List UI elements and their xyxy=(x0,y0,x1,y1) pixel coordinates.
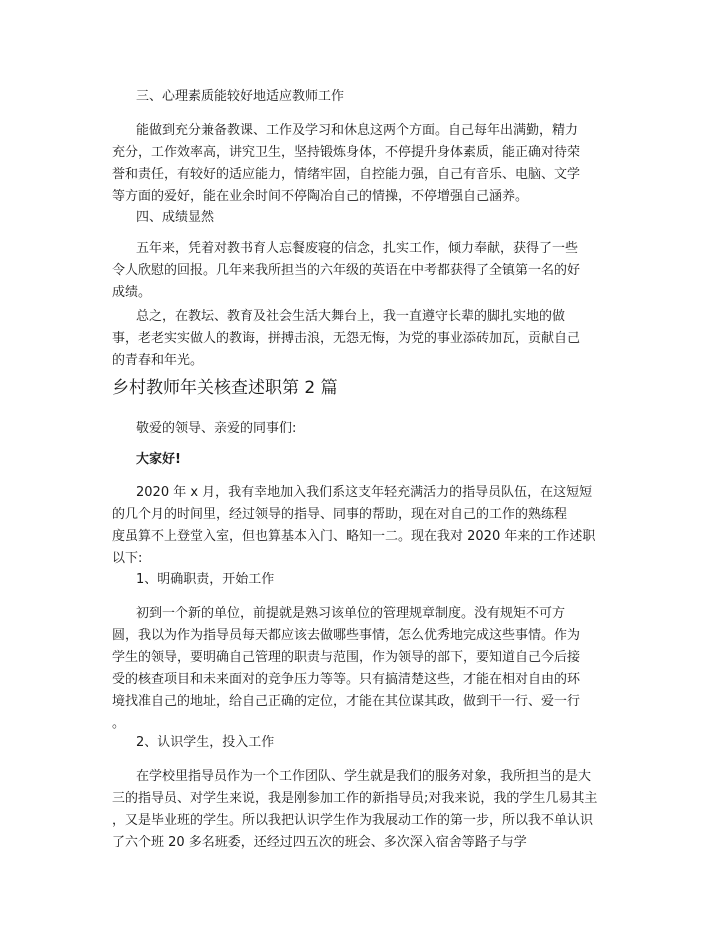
paragraph-line: 充分，工作效率高，讲究卫生，坚持锻炼身体，不停提升身体素质，能正确对待荣 xyxy=(112,145,581,160)
paragraph-line: 初到一个新的单位，前提就是熟习该单位的管理规章制度。没有规矩不可方 xyxy=(136,606,566,621)
paragraph-intro xyxy=(112,482,596,570)
paragraph-line: ，又是毕业班的学生。所以我把认识学生作为我展动工作的第一步，所以我不单认识 xyxy=(112,813,594,828)
paragraph-line: 誉和责任，有较好的适应能力，情绪牢固，自控能力强，自己有音乐、电脑、文学 xyxy=(112,167,581,182)
section-heading-1: 1、明确职责，开始工作 xyxy=(136,572,275,587)
paragraph-line: 三的指导员、对学生来说，我是刚参加工作的新指导员;对我来说，我的学生几易其主 xyxy=(112,791,598,806)
paragraph-line: 。 xyxy=(112,716,126,731)
paragraph-line: 的青春和年光。 xyxy=(112,353,204,368)
paragraph-line: 等方面的爱好，能在业余时间不停陶冶自己的情操，不停增强自己涵养。 xyxy=(112,189,529,204)
paragraph-line: 的几个月的时间里，经过领导的指导、同事的帮助，现在对自己的工作的熟练程 xyxy=(112,507,568,522)
salutation: 敬爱的领导、亲爱的同事们: xyxy=(136,421,297,436)
paragraph-line: 能做到充分兼备教课、工作及学习和休息这两个方面。自己每年出满勤，精力 xyxy=(136,123,579,138)
paragraph-line: 2020 年 x 月，我有幸地加入我们系这支年轻充满活力的指导员队伍，在这短短 xyxy=(136,485,593,500)
paragraph-line: 在学校里指导员作为一个工作团队、学生就是我们的服务对象，我所担当的是大 xyxy=(136,769,592,784)
paragraph-line: 五年来，凭着对教书育人忘餐废寝的信念，扎实工作，倾力奉献，获得了一些 xyxy=(136,241,579,256)
section-heading-3: 三、心理素质能较好地适应教师工作 xyxy=(136,89,345,104)
document-title: 乡村教师年关核查述职第 2 篇 xyxy=(112,378,338,398)
paragraph-duties xyxy=(112,603,581,735)
section-heading-2: 2、认识学生，投入工作 xyxy=(136,735,275,750)
paragraph-line: 总之，在教坛、教育及社会生活大舞台上，我一直遵守长辈的脚扎实地的做 xyxy=(136,309,566,324)
paragraph-conclusion xyxy=(112,306,581,372)
paragraph-line: 境找准自己的地址，给自己正确的定位，才能在其位谋其政，做到干一行、爱一行 xyxy=(112,694,581,709)
paragraph-line: 令人欣慰的回报。几年来我所担当的六年级的英语在中考都获得了全镇第一名的好 xyxy=(112,263,581,278)
paragraph-line: 学生的领导，要明确自己管理的职责与范围，作为领导的部下，要知道自己今后接 xyxy=(112,650,581,665)
paragraph-achievements xyxy=(112,238,581,304)
paragraph-line: 成绩。 xyxy=(112,285,152,300)
paragraph-line: 圆，我以为作为指导员每天都应该去做哪些事情，怎么优秀地完成这些事情。作为 xyxy=(112,628,581,643)
paragraph-students xyxy=(112,766,598,854)
paragraph-line: 度虽算不上登堂入室，但也算基本入门、略知一二。现在我对 2020 年来的工作述职 xyxy=(112,529,596,544)
paragraph-line: 事，老老实实做人的教诲，拼搏击浪，无怨无悔，为党的事业添砖加瓦，贡献自己 xyxy=(112,331,581,346)
section-heading-4: 四、成绩显然 xyxy=(136,210,215,225)
paragraph-line: 以下: xyxy=(112,551,143,566)
paragraph-mental-quality xyxy=(112,120,581,208)
greeting: 大家好! xyxy=(136,452,181,467)
paragraph-line: 受的核查项目和未来面对的竞争压力等等。只有搞清楚这些，才能在相对自由的环 xyxy=(112,672,581,687)
paragraph-line: 了六个班 20 多名班委，还经过四五次的班会、多次深入宿舍等路子与学 xyxy=(112,835,527,850)
